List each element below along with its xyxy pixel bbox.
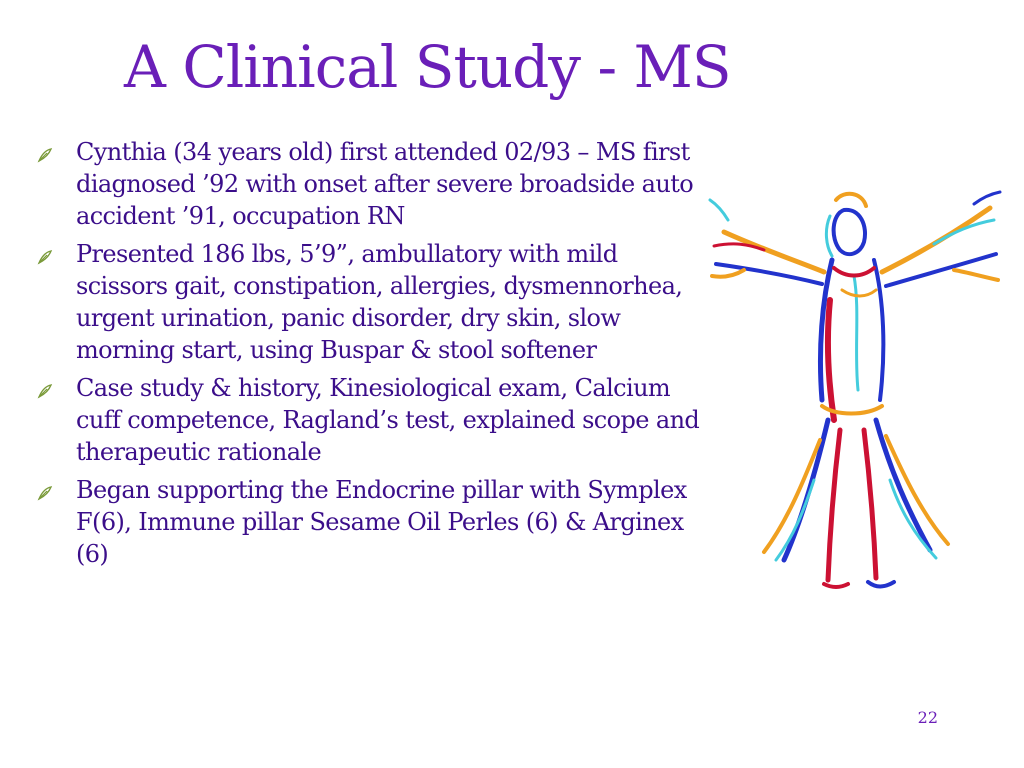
bullet-item bbox=[36, 372, 716, 468]
slide-title: A Clinical Study - MS bbox=[124, 33, 731, 101]
leaf-bullet-icon bbox=[36, 146, 54, 164]
bullet-text: Began supporting the Endocrine pillar with Symplex F(6), Immune pillar Sesame Oil Perles (6) & Arginex (6) bbox=[76, 476, 687, 568]
page-number: 22 bbox=[917, 708, 938, 727]
bullet-text: Case study & history, Kinesiological exam, Calcium cuff competence, Ragland’s test, explained scope and therapeutic rationale bbox=[76, 374, 700, 466]
bullet-item bbox=[36, 136, 716, 232]
leaf-bullet-icon bbox=[36, 382, 54, 400]
vitruvian-figure-illustration bbox=[704, 180, 1004, 600]
bullet-list bbox=[36, 136, 716, 576]
leaf-bullet-icon bbox=[36, 248, 54, 266]
leaf-bullet-icon bbox=[36, 484, 54, 502]
bullet-text: Presented 186 lbs, 5’9”, ambullatory with mild scissors gait, constipation, allergies, dysmennorhea, urgent urination, panic disorder, dry skin, slow morning start, using Buspar & stool softener bbox=[76, 240, 683, 364]
bullet-item bbox=[36, 474, 716, 570]
bullet-text: Cynthia (34 years old) first attended 02/93 – MS first diagnosed ’92 with onset after severe broadside auto accident ’91, occupation RN bbox=[76, 138, 694, 230]
bullet-item bbox=[36, 238, 716, 366]
